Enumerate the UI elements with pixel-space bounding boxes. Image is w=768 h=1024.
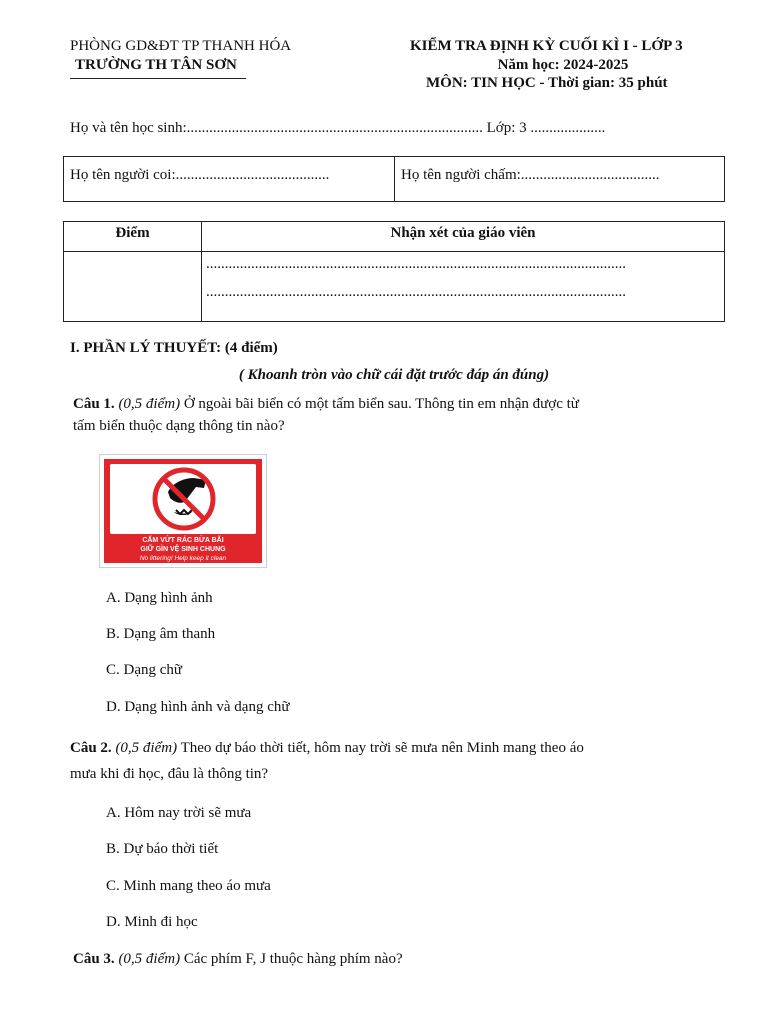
comment-cell[interactable] bbox=[202, 252, 725, 322]
question-3-label: Câu 3. bbox=[73, 951, 115, 967]
student-name-line[interactable]: Họ và tên học sinh:............................................................................... Lớp: 3 .................... bbox=[70, 120, 606, 136]
proctor-grader-box bbox=[63, 156, 725, 202]
question-2-line-1 bbox=[70, 740, 584, 757]
comment-header: Nhận xét của giáo viên bbox=[202, 222, 725, 252]
school-year: Năm học: 2024-2025 bbox=[497, 57, 629, 73]
question-2-label: Câu 2. bbox=[70, 740, 112, 756]
question-2-text: Theo dự báo thời tiết, hôm nay trời sẽ mưa nên Minh mang theo áo bbox=[177, 740, 584, 756]
score-header: Điểm bbox=[64, 222, 202, 252]
question-3-text: Các phím F, J thuộc hàng phím nào? bbox=[180, 951, 403, 967]
q2-option-a[interactable]: A. Hôm nay trời sẽ mưa bbox=[106, 805, 252, 821]
exam-title: KIỂM TRA ĐỊNH KỲ CUỐI KÌ I - LỚP 3 bbox=[410, 38, 683, 54]
q1-option-a[interactable]: A. Dạng hình ảnh bbox=[106, 590, 213, 606]
box-divider bbox=[394, 157, 395, 201]
grader-field[interactable]: Họ tên người chấm:..................................... bbox=[401, 167, 660, 183]
comment-line-2: ................................................................................................................ bbox=[206, 284, 626, 300]
proctor-field[interactable]: Họ tên người coi:......................................... bbox=[70, 167, 330, 183]
section-title: I. PHẦN LÝ THUYẾT: (4 điểm) bbox=[70, 340, 278, 356]
q1-option-c[interactable]: C. Dạng chữ bbox=[106, 662, 183, 678]
sign-line-3: No littering! Help keep it clean bbox=[139, 555, 227, 562]
question-1-label: Câu 1. bbox=[73, 396, 115, 412]
comment-line-1: ................................................................................................................ bbox=[206, 256, 626, 272]
score-comment-table bbox=[63, 221, 725, 322]
question-1-line-1 bbox=[73, 396, 579, 413]
department-name: PHÒNG GD&ĐT TP THANH HÓA bbox=[70, 38, 292, 54]
question-1-points: (0,5 điểm) bbox=[118, 396, 181, 412]
q1-option-b[interactable]: B. Dạng âm thanh bbox=[106, 626, 216, 642]
question-1-line-2: tấm biển thuộc dạng thông tin nào? bbox=[73, 418, 285, 434]
question-3-points: (0,5 điểm) bbox=[118, 951, 181, 967]
q1-option-d[interactable]: D. Dạng hình ảnh và dạng chữ bbox=[106, 699, 290, 715]
no-littering-icon bbox=[110, 464, 258, 534]
subject-and-time: MÔN: TIN HỌC - Thời gian: 35 phút bbox=[426, 75, 668, 91]
question-2-line-2: mưa khi đi học, đâu là thông tin? bbox=[70, 766, 269, 782]
sign-line-1: CẤM VỨT RÁC BỪA BÃI bbox=[142, 537, 224, 544]
question-2-points: (0,5 điểm) bbox=[115, 740, 178, 756]
section-instruction: ( Khoanh tròn vào chữ cái đặt trước đáp án đúng) bbox=[238, 367, 550, 383]
sign-line-2: GIỮ GÌN VỆ SINH CHUNG bbox=[140, 546, 226, 553]
score-cell[interactable] bbox=[64, 252, 202, 322]
no-littering-sign-image bbox=[99, 454, 267, 568]
question-1-text: Ở ngoài bãi biển có một tấm biển sau. Thông tin em nhận được từ bbox=[180, 396, 579, 412]
q2-option-c[interactable]: C. Minh mang theo áo mưa bbox=[106, 878, 271, 894]
school-name: TRƯỜNG TH TÂN SƠN bbox=[75, 57, 237, 73]
question-3-line-1 bbox=[73, 951, 403, 968]
header-underline bbox=[70, 78, 246, 79]
q2-option-d[interactable]: D. Minh đi học bbox=[106, 914, 198, 930]
q2-option-b[interactable]: B. Dự báo thời tiết bbox=[106, 841, 219, 857]
